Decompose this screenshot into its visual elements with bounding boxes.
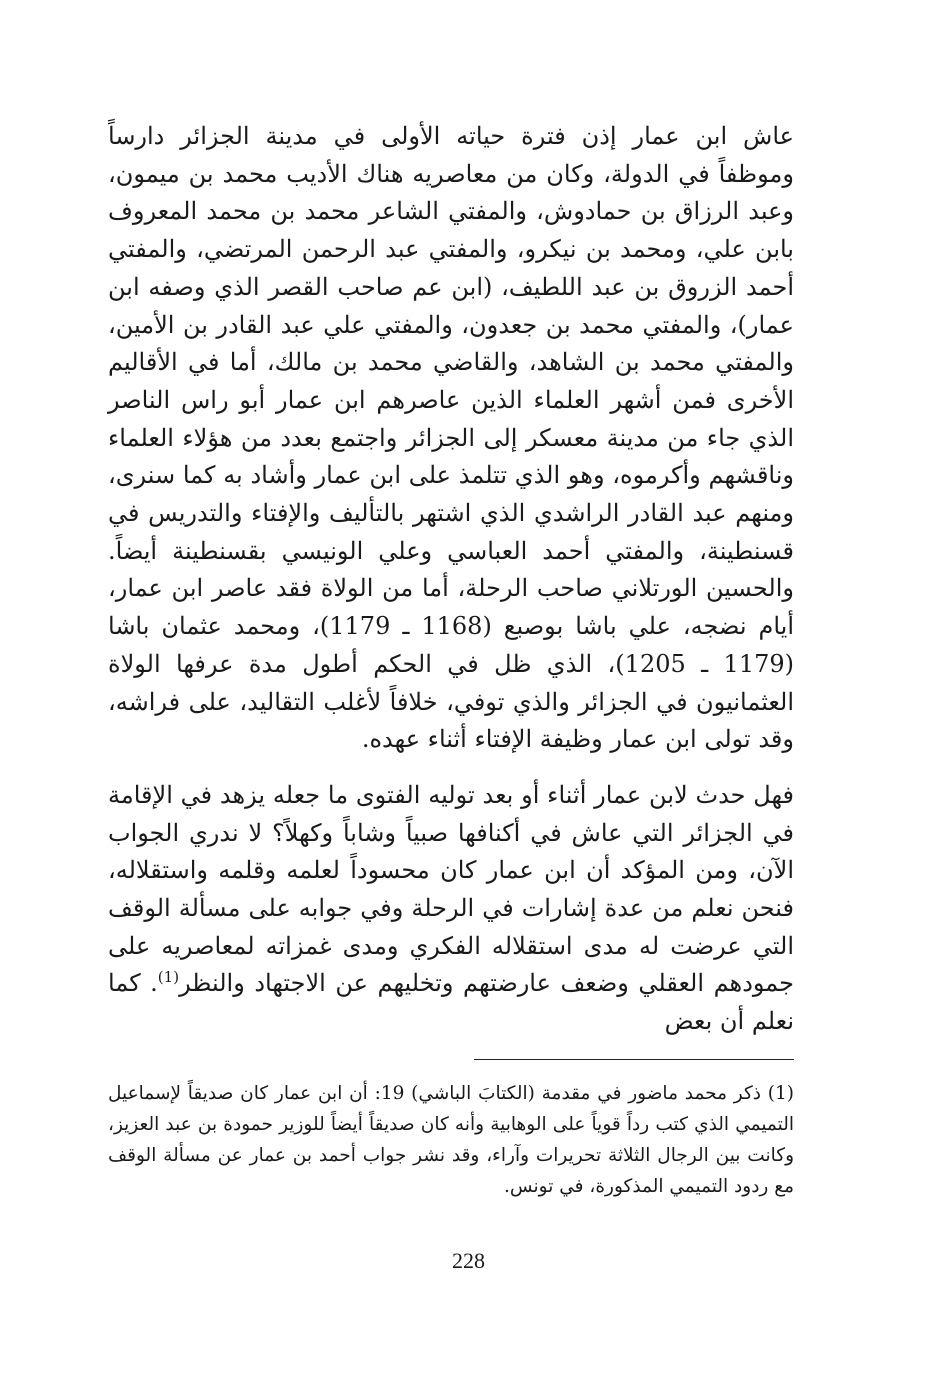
paragraph-1: عاش ابن عمار إذن فترة حياته الأولى في مدينة الجزائر دارساً وموظفاً في الدولة، وكان من معاصريه هناك الأديب محمد بن ميمون، وعبد الرزاق بن حمادوش، والمفتي الشاعر محمد بن محمد المعروف بابن علي، ومحمد بن نيكرو، والمفتي عبد الرحمن المرتضي، والمفتي أحمد الزروق بن عبد اللطيف، (ابن عم صاحب القصر الذي وصفه ابن عمار)، والمفتي محمد بن جعدون، والمفتي علي عبد القادر بن الأمين، والمفتي محمد بن الشاهد، والقاضي محمد بن مالك، أما في الأقاليم الأخرى فمن أشهر العلماء الذين عاصرهم ابن عمار أبو راس الناصر الذي جاء من مدينة معسكر إلى الجزائر واجتمع بعدد من هؤلاء العلماء وناقشهم وأكرموه، وهو الذي تتلمذ على ابن عمار وأشاد به كما سنرى، ومنهم عبد القادر الراشدي الذي اشتهر بالتأليف والإفتاء والتدريس في قسنطينة، والمفتي أحمد العباسي وعلي الونيسي بقسنطينة أيضاً. والحسين الورتلاني صاحب الرحلة، أما من الولاة فقد عاصر ابن عمار، أيام نضجه، علي باشا بوصبع (1168 ـ 1179)، ومحمد عثمان باشا (1179 ـ 1205)، الذي ظل في الحكم أطول مدة عرفها الولاة العثمانيون في الجزائر والذي توفي، خلافاً لأغلب التقاليد، على فراشه، وقد تولى ابن عمار وظيفة الإفتاء أثناء عهده.: [108, 122, 795, 754]
page-body: [108, 118, 794, 1202]
footnote-separator: [474, 1059, 794, 1060]
paragraph-2: [108, 777, 794, 1041]
paragraph-2-text: فهل حدث لابن عمار أثناء أو بعد توليه الفتوى ما جعله يزهد في الإقامة في الجزائر التي عاش في أكنافها صبياً وشاباً وكهلاً؟ لا ندري الجواب الآن، ومن المؤكد أن ابن عمار كان محسوداً لعلمه وقلمه واستقلاله، فنحن نعلم من عدة إشارات في الرحلة وفي جوابه على مسألة الوقف التي عرضت له مدى استقلاله الفكري ومدى غمزاته لمعاصريه على جمودهم العقلي وضعف عارضتهم وتخليهم عن الاجتهاد والنظر: [108, 780, 795, 998]
page-number: 228: [452, 1248, 485, 1273]
paragraph-2-tail: . كما نعلم أن بعض: [108, 969, 794, 1036]
footnote-1: (1) ذكر محمد ماضور في مقدمة (الكتابَ الباشي) 19: أن ابن عمار كان صديقاً لإسماعيل التميمي الذي كتب رداً قوياً على الوهابية وأنه كان صديقاً أيضاً للوزير حمودة بن عبد العزيز، وكانت بين الرجال الثلاثة تحريرات وآراء، وقد نشر جواب أحمد بن عمار عن مسألة الوقف مع ردود التميمي المذكورة، في تونس.: [108, 1082, 794, 1197]
footnote-reference: (1): [157, 968, 180, 987]
